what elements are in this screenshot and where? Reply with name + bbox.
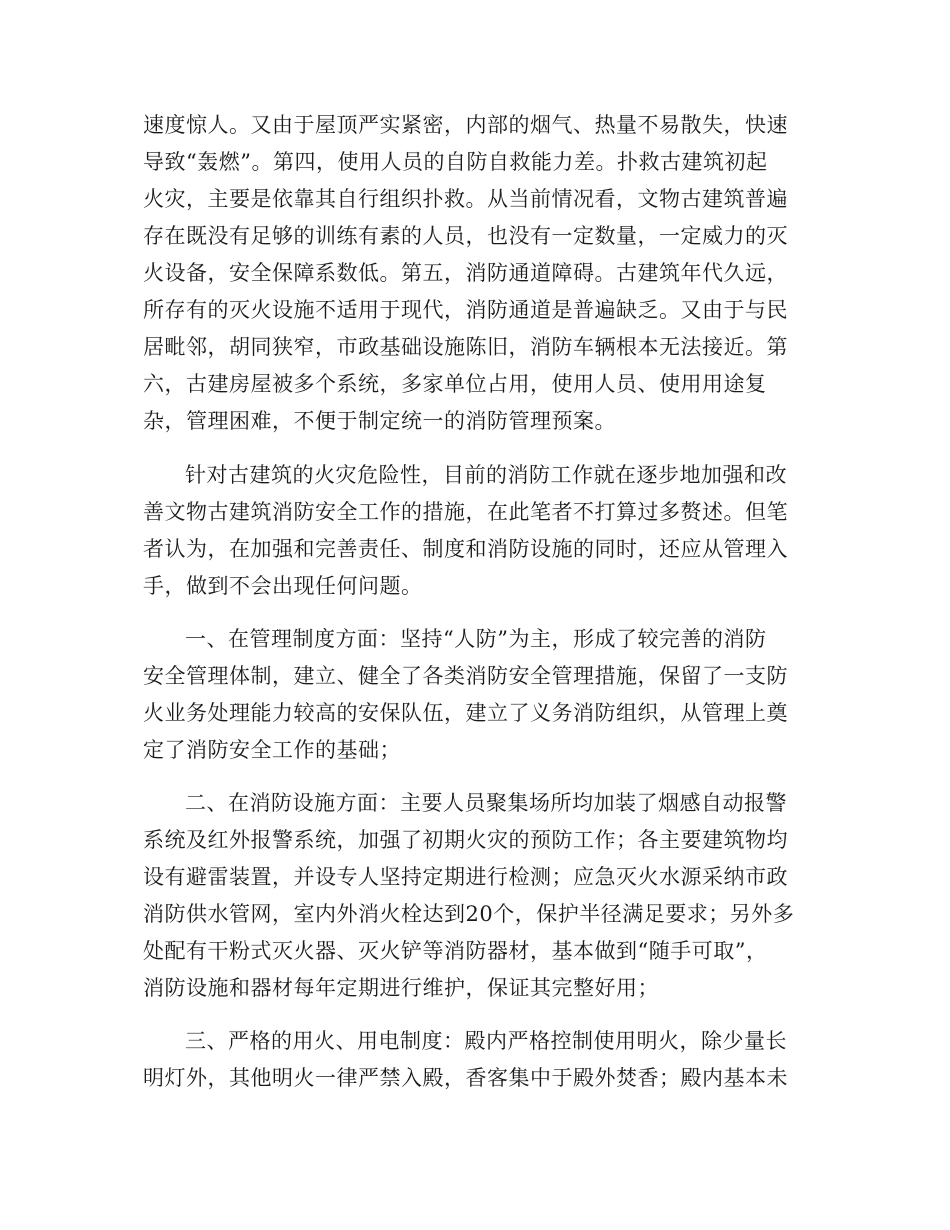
text-line: 火设备，安全保障系数低。第五，消防通道障碍。古建筑年代久远， bbox=[143, 261, 788, 285]
text-line: 针对古建筑的火灾危险性，目前的消防工作就在逐步地加强和改 bbox=[185, 463, 787, 487]
text-line: 定了消防安全工作的基础； bbox=[143, 738, 401, 762]
text-line: 居毗邻，胡同狭窄，市政基础设施陈旧，消防车辆根本无法接近。第 bbox=[143, 335, 788, 359]
text-line: 杂，管理困难，不便于制定统一的消防管理预案。 bbox=[143, 409, 616, 433]
text-line: 系统及红外报警系统，加强了初期火灾的预防工作；各主要建筑物均 bbox=[143, 828, 788, 852]
text-line: 存在既没有足够的训练有素的人员，也没有一定数量，一定威力的灭 bbox=[143, 224, 788, 248]
text-line: 明灯外，其他明火一律严禁入殿，香客集中于殿外焚香；殿内基本未 bbox=[143, 1066, 788, 1090]
text-line: 火灾，主要是依靠其自行组织扑救。从当前情况看，文物古建筑普遍 bbox=[143, 187, 788, 211]
text-line: 一、在管理制度方面：坚持“人防”为主，形成了较完善的消防 bbox=[185, 627, 767, 651]
text-line: 善文物古建筑消防安全工作的措施，在此笔者不打算过多赘述。但笔 bbox=[143, 500, 788, 524]
text-line: 消防设施和器材每年定期进行维护，保证其完整好用； bbox=[143, 976, 659, 1000]
text-line: 火业务处理能力较高的安保队伍，建立了义务消防组织，从管理上奠 bbox=[143, 701, 788, 725]
text-line: 设有避雷装置，并设专人坚持定期进行检测；应急灭火水源采纳市政 bbox=[143, 865, 788, 889]
text-line: 三、严格的用火、用电制度：殿内严格控制使用明火，除少量长 bbox=[185, 1029, 787, 1053]
text-line: 手，做到不会出现任何问题。 bbox=[143, 574, 423, 598]
text-line: 六，古建房屋被多个系统，多家单位占用，使用人员、使用用途复 bbox=[143, 372, 767, 396]
text-line: 消防供水管网，室内外消火栓达到20个，保护半径满足要求；另外多 bbox=[143, 902, 795, 926]
text-line: 处配有干粉式灭火器、灭火铲等消防器材，基本做到“随手可取”， bbox=[143, 939, 768, 963]
text-line: 安全管理体制，建立、健全了各类消防安全管理措施，保留了一支防 bbox=[143, 664, 788, 688]
text-line: 所存有的灭火设施不适用于现代，消防通道是普遍缺乏。又由于与民 bbox=[143, 298, 788, 322]
text-line: 二、在消防设施方面：主要人员聚集场所均加装了烟感自动报警 bbox=[185, 791, 787, 815]
text-line: 速度惊人。又由于屋顶严实紧密，内部的烟气、热量不易散失，快速 bbox=[143, 113, 788, 137]
text-line: 导致“轰燃”。第四，使用人员的自防自救能力差。扑救古建筑初起 bbox=[143, 150, 768, 174]
text-line: 者认为，在加强和完善责任、制度和消防设施的同时，还应从管理入 bbox=[143, 537, 788, 561]
